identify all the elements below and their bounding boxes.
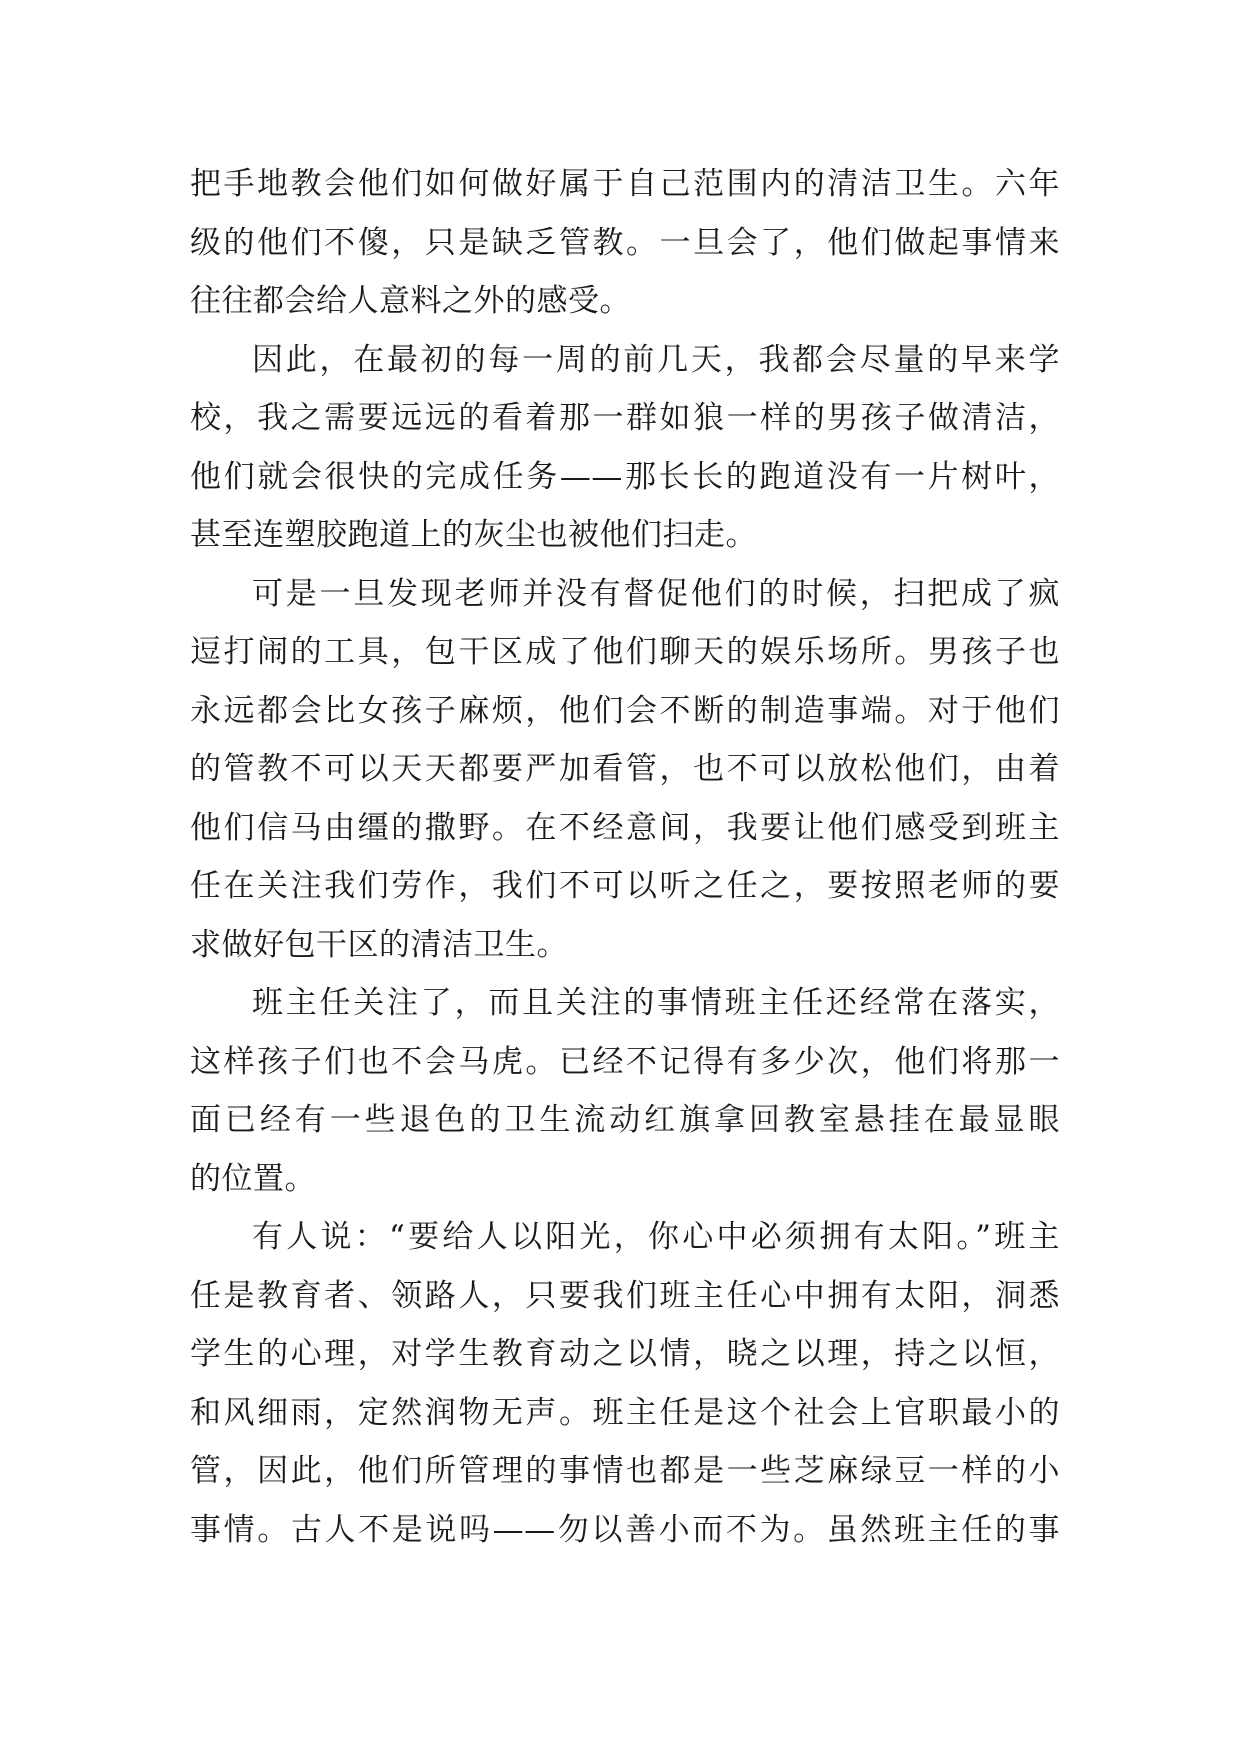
- text-line: 逗打闹的工具，包干区成了他们聊天的娱乐场所。男孩子也: [190, 634, 1060, 670]
- text-line: 的管教不可以天天都要严加看管，也不可以放松他们，由着: [190, 751, 1060, 787]
- text-line: 因此，在最初的每一周的前几天，我都会尽量的早来学: [252, 341, 1060, 378]
- text-line: 班主任关注了，而且关注的事情班主任还经常在落实，: [252, 985, 1060, 1021]
- text-line: 任在关注我们劳作，我们不可以听之任之，要按照老师的要: [190, 868, 1060, 904]
- text-line: 面已经有一些退色的卫生流动红旗拿回教室悬挂在最显眼: [190, 1102, 1060, 1138]
- text-line: 甚至连塑胶跑道上的灰尘也被他们扫走。: [190, 517, 757, 553]
- paragraph-3: [190, 565, 1060, 975]
- paragraph-5: [190, 1208, 1060, 1559]
- text-line: 级的他们不傻，只是缺乏管教。一旦会了，他们做起事情来: [190, 224, 1060, 261]
- text-line: 的位置。: [190, 1160, 316, 1197]
- paragraph-2: [190, 331, 1060, 565]
- text-line: 有人说：“要给人以阳光，你心中必须拥有太阳。”班主: [252, 1219, 1060, 1255]
- text-line: 可是一旦发现老师并没有督促他们的时候，扫把成了疯: [252, 575, 1060, 612]
- text-line: 校，我之需要远远的看着那一群如狼一样的男孩子做清洁，: [190, 400, 1060, 436]
- text-line: 学生的心理，对学生教育动之以情，晓之以理，持之以恒，: [190, 1336, 1060, 1372]
- text-line: 和风细雨，定然润物无声。班主任是这个社会上官职最小的: [190, 1394, 1060, 1431]
- text-line: 这样孩子们也不会马虎。已经不记得有多少次，他们将那一: [190, 1043, 1060, 1080]
- text-line: 他们信马由缰的撒野。在不经意间，我要让他们感受到班主: [190, 809, 1060, 846]
- text-line: 任是教育者、领路人，只要我们班主任心中拥有太阳，洞悉: [190, 1277, 1060, 1314]
- text-line: 管，因此，他们所管理的事情也都是一些芝麻绿豆一样的小: [190, 1453, 1060, 1489]
- text-line: 永远都会比女孩子麻烦，他们会不断的制造事端。对于他们: [190, 692, 1060, 729]
- text-line: 事情。古人不是说吗——勿以善小而不为。虽然班主任的事: [190, 1511, 1060, 1548]
- text-line: 他们就会很快的完成任务——那长长的跑道没有一片树叶，: [190, 458, 1060, 495]
- text-line: 求做好包干区的清洁卫生。: [190, 926, 568, 963]
- text-line: 把手地教会他们如何做好属于自己范围内的清洁卫生。六年: [190, 166, 1060, 202]
- paragraph-4: [190, 974, 1060, 1208]
- paragraph-1: [190, 155, 1060, 331]
- document-body: [190, 155, 1060, 1559]
- text-line: 往往都会给人意料之外的感受。: [190, 283, 631, 319]
